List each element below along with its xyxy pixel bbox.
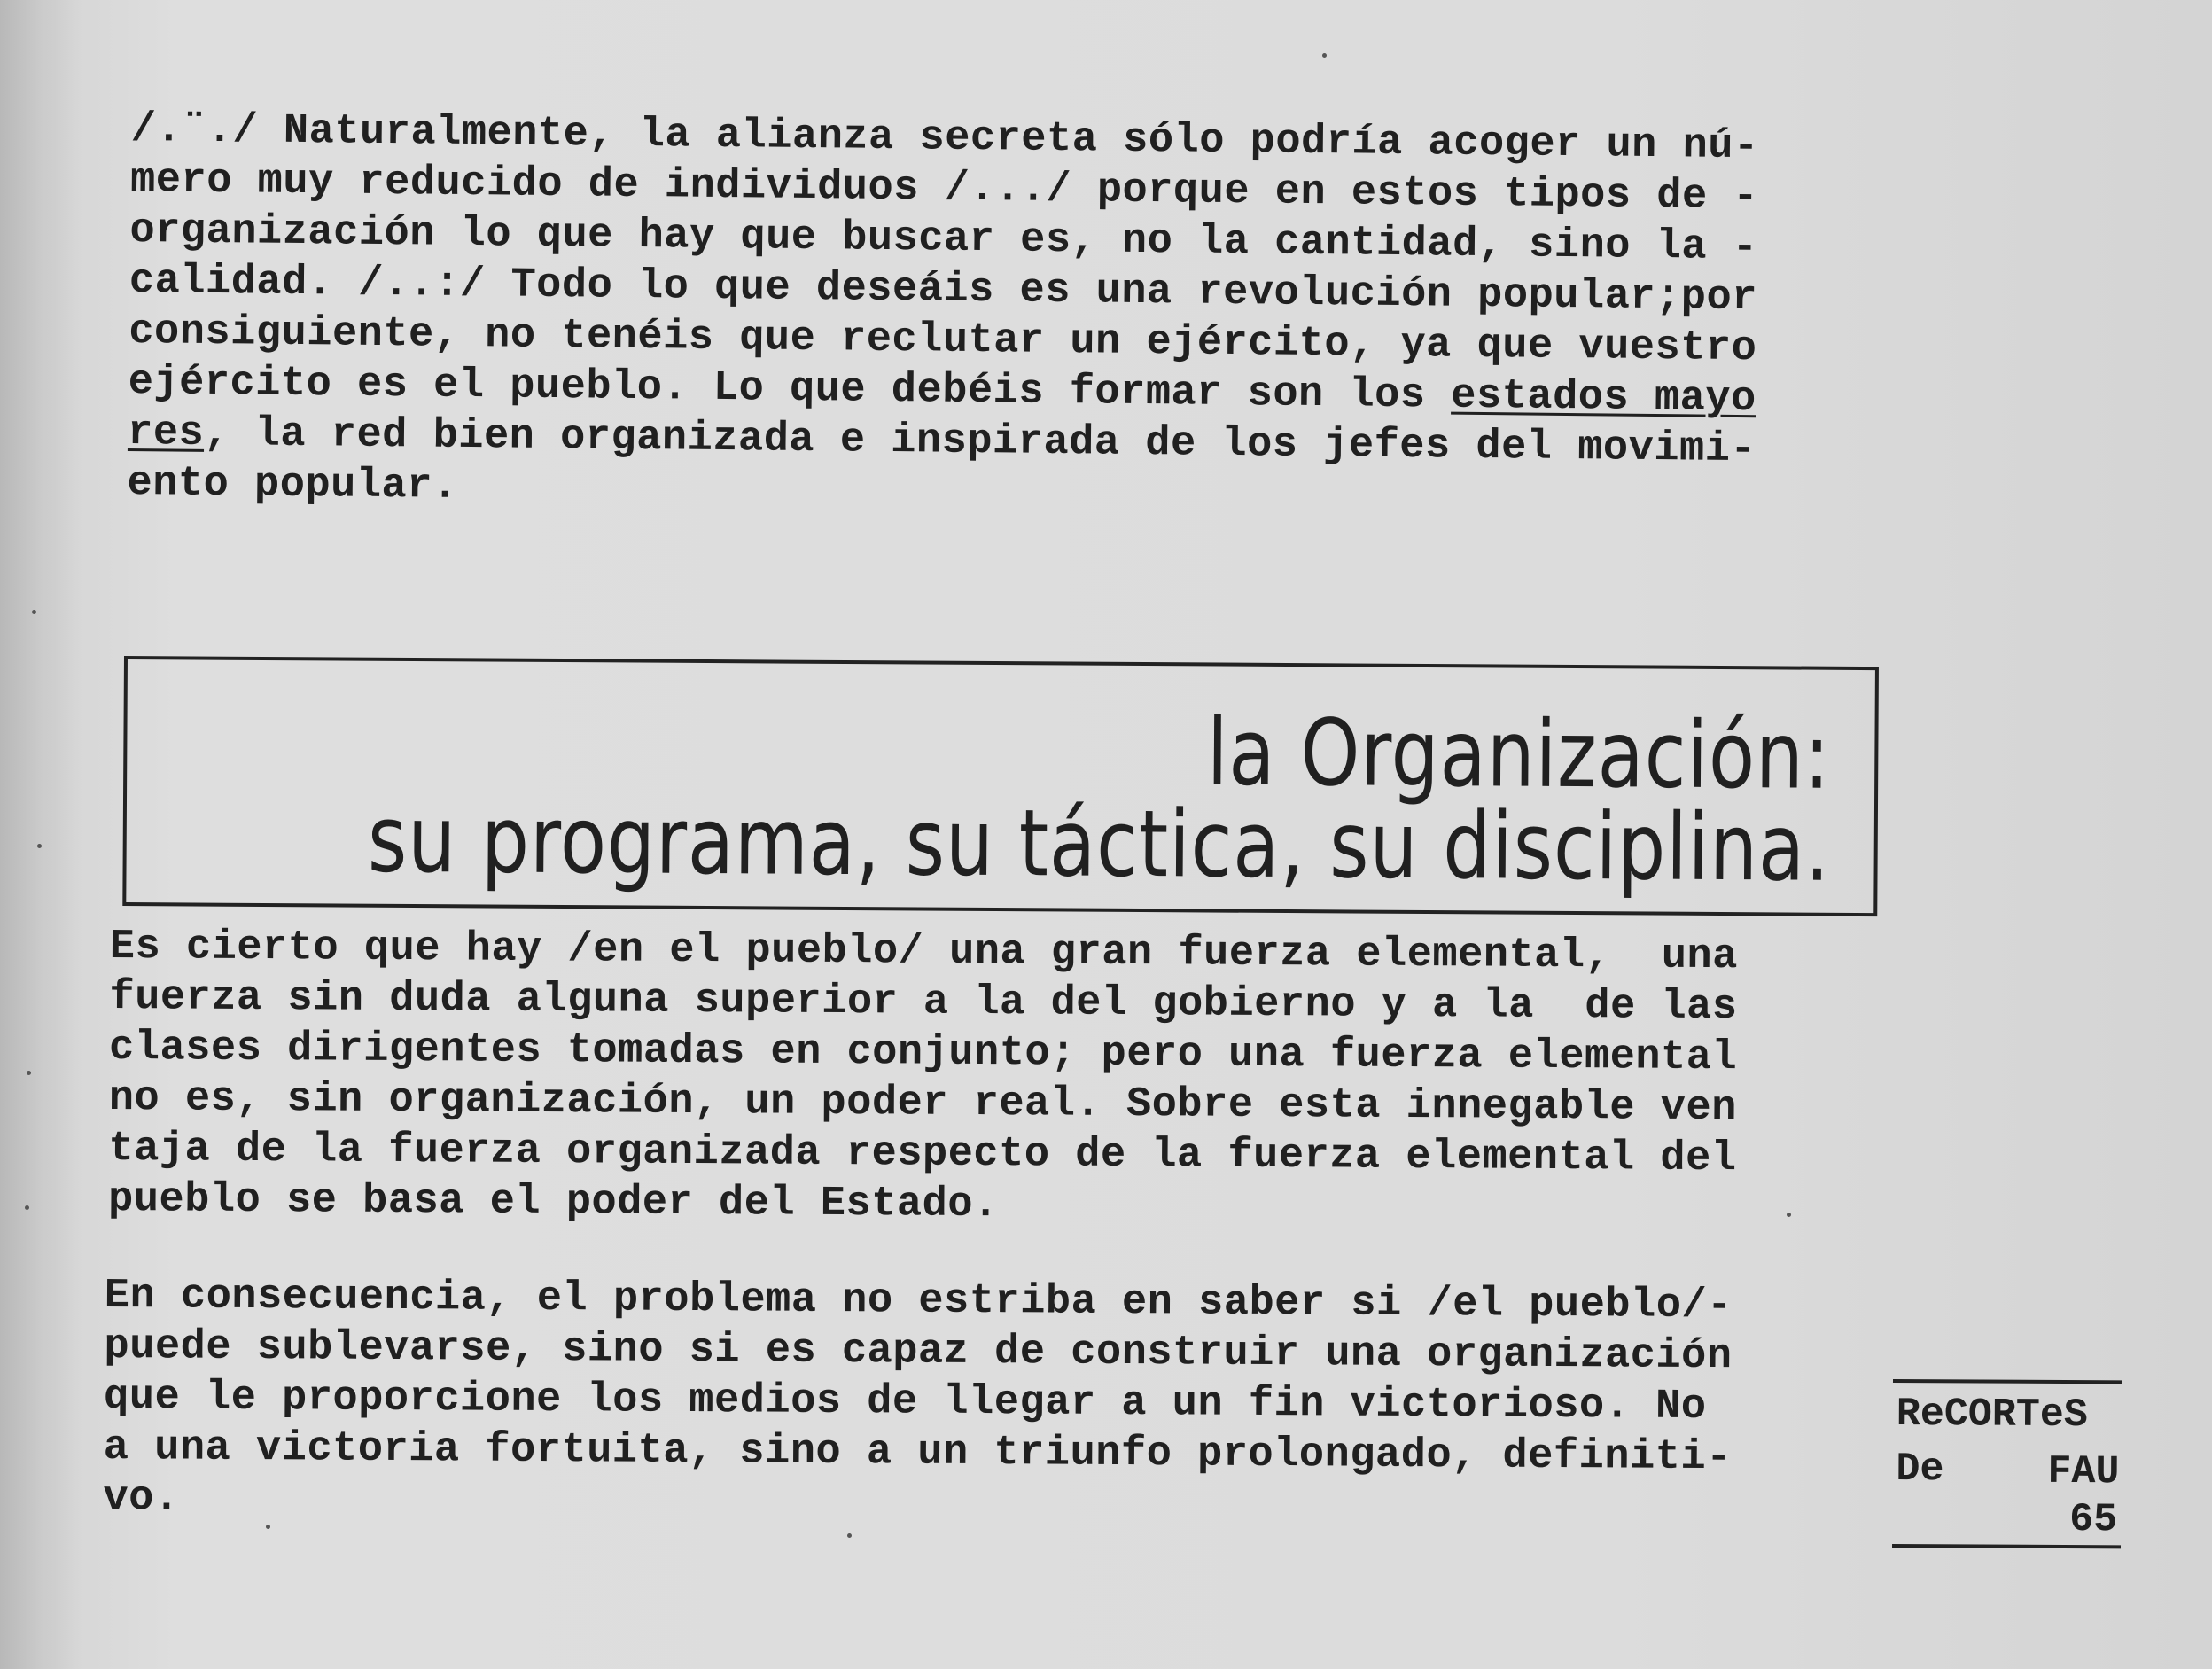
underlined-text-2: res xyxy=(127,409,205,457)
paragraph-1-line-4: no es, sin organización, un poder real. Sobre esta innegable ven xyxy=(108,1074,1738,1133)
section-title-line-2: su programa, su táctica, su disciplina. xyxy=(367,784,1831,902)
paragraph-1-line-1: Es cierto que hay /en el pueblo/ una gran fuerza elemental, una xyxy=(109,924,1739,981)
quote-line-4: calidad. /..:/ Todo lo que deseáis es una revolución popular;por xyxy=(129,257,1758,323)
quote-line-5: consiguiente, no tenéis que reclutar un ejército, ya que vuestro xyxy=(129,308,1757,373)
footer-fau: FAU xyxy=(2047,1448,2120,1495)
binding-shadow xyxy=(0,0,80,1669)
quote-line-6: ejército es el pueblo. Lo que debéis formar son los xyxy=(128,358,1452,420)
paragraph-2-line-2: puede sublevarse, sino si es capaz de construir una organización xyxy=(104,1322,1733,1381)
quote-line-1: /.¨./ Naturalmente, la alianza secreta sólo podría acoger un nú- xyxy=(130,105,1759,171)
footer-source-box xyxy=(1892,1379,2122,1548)
footer-recortes: ReCORTeS xyxy=(1896,1392,2088,1439)
scan-speck xyxy=(27,1071,31,1075)
scan-speck xyxy=(266,1525,270,1529)
paragraph-2-line-3: que le proporcione los medios de llegar a un fin victorioso. No xyxy=(103,1373,1707,1431)
paragraph-2-line-5: vo. xyxy=(103,1474,180,1523)
section-title-box xyxy=(122,656,1879,916)
footer-de: De xyxy=(1896,1447,1944,1493)
paragraph-1-line-2: fuerza sin duda alguna superior a la del gobierno y a la de las xyxy=(109,973,1738,1032)
underlined-text-1: estados mayo xyxy=(1450,372,1757,424)
quote-line-7-rest: , la red bien organizada e inspirada de los jefes del movimi- xyxy=(203,409,1756,474)
scan-speck xyxy=(37,844,42,848)
quote-line-2: mero muy reducido de individuos /.../ porque en estos tipos de - xyxy=(129,156,1759,222)
paragraph-2-line-1: En consecuencia, el problema no estriba en saber si /el pueblo/- xyxy=(104,1273,1733,1330)
scan-speck xyxy=(847,1533,852,1538)
scan-speck xyxy=(25,1205,29,1210)
footer-top-rule xyxy=(1893,1379,2122,1384)
paragraph-1-line-6: pueblo se basa el poder del Estado. xyxy=(107,1175,999,1229)
scan-speck xyxy=(1322,53,1327,58)
scan-speck xyxy=(1787,1213,1791,1217)
paragraph-2-line-4: a una victoria fortuita, sino a un triunfo prolongado, definiti- xyxy=(103,1423,1733,1482)
quote-line-8: ento popular. xyxy=(127,459,458,511)
quote-line-3: organización lo que hay que buscar es, no la cantidad, sino la - xyxy=(129,207,1758,272)
paragraph-2 xyxy=(103,1271,1733,1533)
page-number: 65 xyxy=(2069,1497,2118,1543)
quote-block xyxy=(127,105,1759,526)
scan-speck xyxy=(32,610,36,614)
paragraph-1-line-5: taja de la fuerza organizada respecto de la fuerza elemental del xyxy=(108,1125,1737,1183)
paragraph-1 xyxy=(108,922,1738,1235)
section-title-line-1: la Organización: xyxy=(1206,698,1831,810)
paragraph-1-line-3: clases dirigentes tomadas en conjunto; pero una fuerza elemental xyxy=(108,1024,1738,1082)
